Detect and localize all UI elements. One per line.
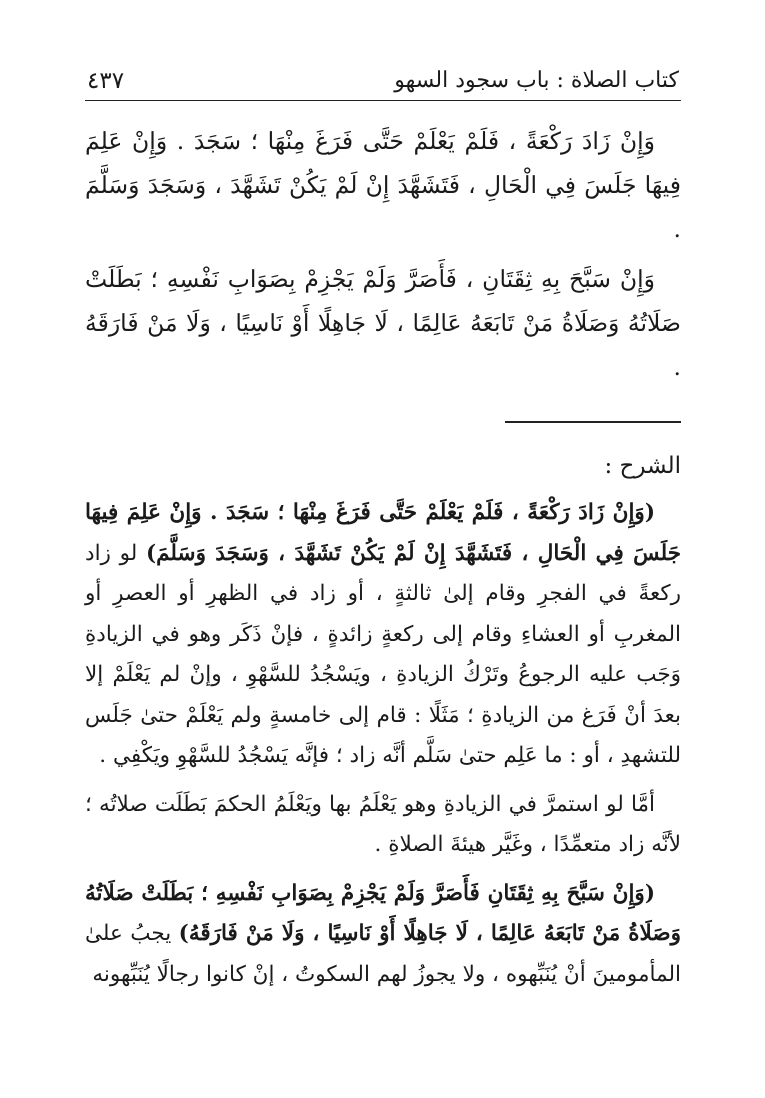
sharh-heading: الشرح : [604,453,681,479]
matn-paragraph: وَإِنْ سَبَّحَ بِهِ ثِقَتَانِ ، فَأَصَرَّ وَلَمْ يَجْزِمْ بِصَوَابِ نَفْسِهِ ؛ بَطَلَتْ صَلَاتُهُ وَصَلَاةُ مَنْ تَابَعَهُ عَالِمًا ، لَا جَاهِلًا أَوْ نَاسِيًا ، وَلَا مَنْ فَارَقَهُ . [85,265,681,381]
commentary-text: لو زاد ركعةً في الفجرِ وقام إلىٰ ثالثةٍ ، أو زاد في الظهرِ أو العصرِ أو المغربِ أو العشاءِ وقام إلى ركعةٍ زائدةٍ ، فإنْ ذَكَر وهو في الزيادةِ وَجَب عليه الرجوعُ وتَرْكُ الزيادةِ ، ويَسْجُدُ للسَّهْوِ ، وإنْ لم يَعْلَمْ إلا بعدَ أنْ فَرَغ من الزيادةِ ؛ مَثَلًا : قام إلى خامسةٍ ولم يَعْلَمْ حتىٰ جَلَس للتشهدِ ، أو : ما عَلِم حتىٰ سَلَّم أنَّه زاد ؛ فإنَّه يَسْجُدُ للسَّهْوِ ويَكْفِي . [85,540,681,768]
page-number: ٤٣٧ [87,68,125,94]
sharh-paragraph: أمَّا لو استمرَّ في الزيادةِ وهو يَعْلَمُ بها ويَعْلَمُ الحكمَ بَطَلَت صلاتُه ؛ لأنَّه زاد متعمِّدًا ، وغَيَّر هيئةَ الصلاةِ . [85,791,681,857]
book-page [85,58,681,1003]
sharh-text [85,493,681,995]
matn-quote: (وَإِنْ سَبَّحَ بِهِ ثِقَتَانِ فَأَصَرَّ وَلَمْ يَجْزِمْ بِصَوَابِ نَفْسِهِ ؛ بَطَلَتْ صَلَاتُهُ وَصَلَاةُ مَنْ تَابَعَهُ عَالِمًا ، لَا جَاهِلًا أَوْ نَاسِيًا ، وَلَا مَنْ فَارَقَهُ) [85,880,681,946]
matn-quote: (وَإِنْ زَادَ رَكْعَةً ، فَلَمْ يَعْلَمْ حَتَّى فَرَغَ مِنْهَا ؛ سَجَدَ . وَإِنْ عَلِمَ فِيهَا جَلَسَ فِي الْحَالِ ، فَتَشَهَّدَ إِنْ لَمْ يَكُنْ تَشَهَّدَ ، وَسَجَدَ وَسَلَّمَ) [85,500,681,566]
chapter-title: كتاب الصلاة : باب سجود السهو [394,68,679,93]
sharh-paragraph [85,493,681,777]
divider-wrap [85,395,681,423]
matn-text [85,119,681,389]
running-header [85,58,681,101]
sharh-paragraph [85,874,681,996]
matn-paragraph: وَإِنْ زَادَ رَكْعَةً ، فَلَمْ يَعْلَمْ حَتَّى فَرَغَ مِنْهَا ؛ سَجَدَ . وَإِنْ عَلِمَ فِيهَا جَلَسَ فِي الْحَالِ ، فَتَشَهَّدَ إِنْ لَمْ يَكُنْ تَشَهَّدَ ، وَسَجَدَ وَسَلَّمَ . [85,127,681,243]
commentary-text: يجبُ علىٰ المأمومينَ أنْ يُنَبِّهوه ، ولا يجوزُ لهم السكوتُ ، إنْ كانوا رجالًا يُنَبِّهونه [85,921,681,987]
section-divider [505,421,681,423]
